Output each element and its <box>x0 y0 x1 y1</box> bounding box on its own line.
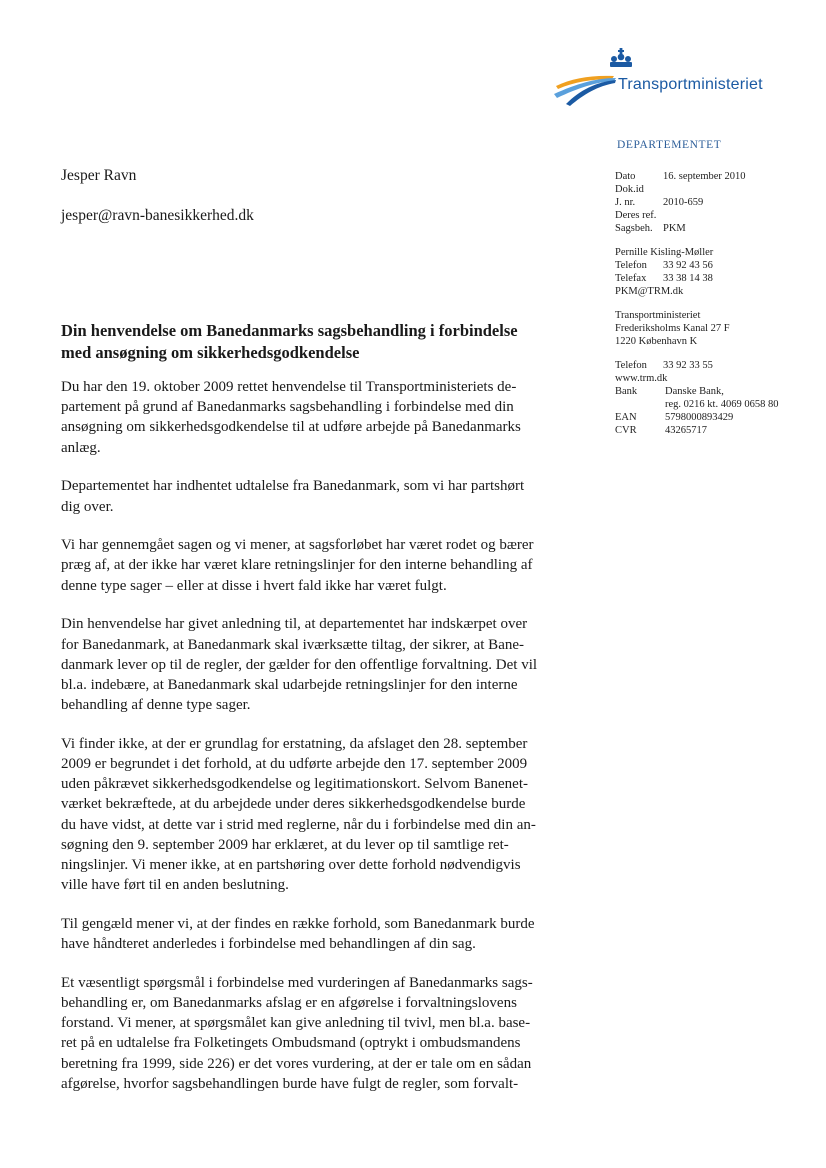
body-line: have håndteret anderledes i forbindelse med behandlingen af din sag. <box>61 936 476 953</box>
letter-metadata <box>615 170 815 437</box>
org-phone-label: Telefon <box>615 360 647 371</box>
recipient-name: Jesper Ravn <box>61 167 137 184</box>
ean-label: EAN <box>615 412 637 423</box>
body-line: beretning fra 1999, side 226) er det vores vurdering, at der er tale om en sådan <box>61 1055 532 1072</box>
body-line: behandling af denne type sager. <box>61 697 251 714</box>
sagsbeh-label: Sagsbeh. <box>615 223 653 234</box>
body-line: Din henvendelse har givet anledning til, at departementet har indskærpet over <box>61 616 528 633</box>
org-name: Transportministeriet <box>615 310 701 321</box>
body-paragraph <box>61 734 573 896</box>
letter-body <box>61 377 573 1113</box>
contact-name: Pernille Kisling-Møller <box>615 247 714 258</box>
body-line: Vi har gennemgået sagen og vi mener, at sagsforløbet har været rodet og bærer <box>61 537 534 554</box>
deresref-row <box>615 209 815 222</box>
letter-subject <box>61 320 571 364</box>
body-line: anlæg. <box>61 439 101 456</box>
jnr-row <box>615 196 815 209</box>
body-paragraph <box>61 476 573 516</box>
contact-email[interactable]: PKM@TRM.dk <box>615 286 684 297</box>
body-line: partement på grund af Banedanmarks sagsbehandling i forbindelse med din <box>61 399 514 416</box>
ean-value: 5798000893429 <box>665 412 734 423</box>
dato-label: Dato <box>615 171 636 182</box>
recipient-block <box>61 166 254 226</box>
dato-row <box>615 170 815 183</box>
recipient-email[interactable]: jesper@ravn-banesikkerhed.dk <box>61 207 254 224</box>
cvr-value: 43265717 <box>665 425 707 436</box>
body-line: du have vidst, at dette var i strid med reglerne, når du i forbindelse med din an- <box>61 816 536 833</box>
contact-phone-label: Telefon <box>615 260 647 271</box>
bank-label: Bank <box>615 386 638 397</box>
sagsbeh-row <box>615 222 815 235</box>
org-phone-row <box>615 359 815 372</box>
body-paragraph <box>61 614 573 715</box>
cvr-row <box>615 424 815 437</box>
jnr-label: J. nr. <box>615 197 636 208</box>
cvr-label: CVR <box>615 425 637 436</box>
org-city: 1220 København K <box>615 336 698 347</box>
body-line: Du har den 19. oktober 2009 rettet henvendelse til Transportministeriets de- <box>61 379 517 395</box>
org-phone-value: 33 92 33 55 <box>663 360 713 371</box>
ministry-logo <box>552 48 792 108</box>
body-line: dig over. <box>61 498 114 515</box>
jnr-value: 2010-659 <box>663 197 704 208</box>
body-line: afgørelse, hvorfor sagsbehandlingen burde have fulgt de regler, som forvalt- <box>61 1075 519 1092</box>
body-line: ville have ført til en anden beslutning. <box>61 877 289 894</box>
contact-phone-row <box>615 259 815 272</box>
ean-row <box>615 411 815 424</box>
contact-fax-label: Telefax <box>615 273 647 284</box>
body-line: ningslinjer. Vi mener ikke, at en partshøring over dette forhold nødvendigvis <box>61 857 521 874</box>
bank-value: Danske Bank, <box>665 386 724 397</box>
body-line: forstand. Vi mener, at spørgsmålet kan give anledning til tvivl, men bl.a. base- <box>61 1015 531 1032</box>
subject-line: Din henvendelse om Banedanmarks sagsbehandling i forbindelse <box>61 321 518 340</box>
dato-value: 16. september 2010 <box>663 171 746 182</box>
department-label: DEPARTEMENTET <box>617 139 722 151</box>
body-line: Departementet har indhentet udtalelse fra Banedanmark, som vi har partshørt <box>61 478 525 495</box>
sagsbeh-value: PKM <box>663 223 686 234</box>
body-line: søgning den 9. september 2009 har erklæret, at du lever op til samtlige ret- <box>61 836 509 853</box>
body-line: uden påkrævet sikkerhedsgodkendelse og legitimationskort. Selvom Banenet- <box>61 776 528 793</box>
body-line: Vi finder ikke, at der er grundlag for erstatning, da afslaget den 28. september <box>61 735 528 752</box>
org-web[interactable]: www.trm.dk <box>615 373 668 384</box>
body-line: ansøgning om sikkerhedsgodkendelse til at udføre arbejde på Banedanmarks <box>61 419 521 436</box>
org-street: Frederiksholms Kanal 27 F <box>615 323 730 334</box>
bank-reg: reg. 0216 kt. 4069 0658 80 <box>665 399 779 410</box>
body-line: behandling er, om Banedanmarks afslag er en afgørelse i forvaltningslovens <box>61 995 517 1012</box>
body-paragraph <box>61 377 573 458</box>
ministry-name: Transportministeriet <box>618 76 763 93</box>
body-paragraph <box>61 973 573 1094</box>
contact-phone-value: 33 92 43 56 <box>663 260 713 271</box>
body-line: bl.a. indebære, at Banedanmark skal udarbejde retningslinjer for den interne <box>61 676 518 693</box>
body-line: Til gengæld mener vi, at der findes en række forhold, som Banedanmark burde <box>61 915 535 932</box>
body-paragraph <box>61 914 573 954</box>
deresref-label: Deres ref. <box>615 210 657 221</box>
body-paragraph <box>61 535 573 596</box>
body-line: Et væsentligt spørgsmål i forbindelse med vurderingen af Banedanmarks sags- <box>61 974 533 991</box>
contact-fax-value: 33 38 14 38 <box>663 273 713 284</box>
bank-row <box>615 385 815 398</box>
body-line: præg af, at der ikke har været klare retningslinjer for den interne behandling af <box>61 557 533 574</box>
dokid-label: Dok.id <box>615 184 644 195</box>
body-line: værket bekræftede, at du arbejdede under deres sikkerhedsgodkendelse burde <box>61 796 526 813</box>
contact-fax-row <box>615 272 815 285</box>
body-line: denne type sager – eller at disse i hvert fald ikke har været fulgt. <box>61 577 447 594</box>
dokid-row <box>615 183 815 196</box>
body-line: ret på en udtalelse fra Folketingets Ombudsmand (optrykt i ombudsmandens <box>61 1035 521 1052</box>
body-line: for Banedanmark, at Banedanmark skal iværksætte tiltag, der sikrer, at Bane- <box>61 636 525 653</box>
body-line: danmark lever op til de regler, der gælder for den offentlige forvaltning. Det vil <box>61 656 538 673</box>
subject-line: med ansøgning om sikkerhedsgodkendelse <box>61 343 360 362</box>
body-line: 2009 er begrundet i det forhold, at du udførte arbejde den 17. september 2009 <box>61 756 528 773</box>
